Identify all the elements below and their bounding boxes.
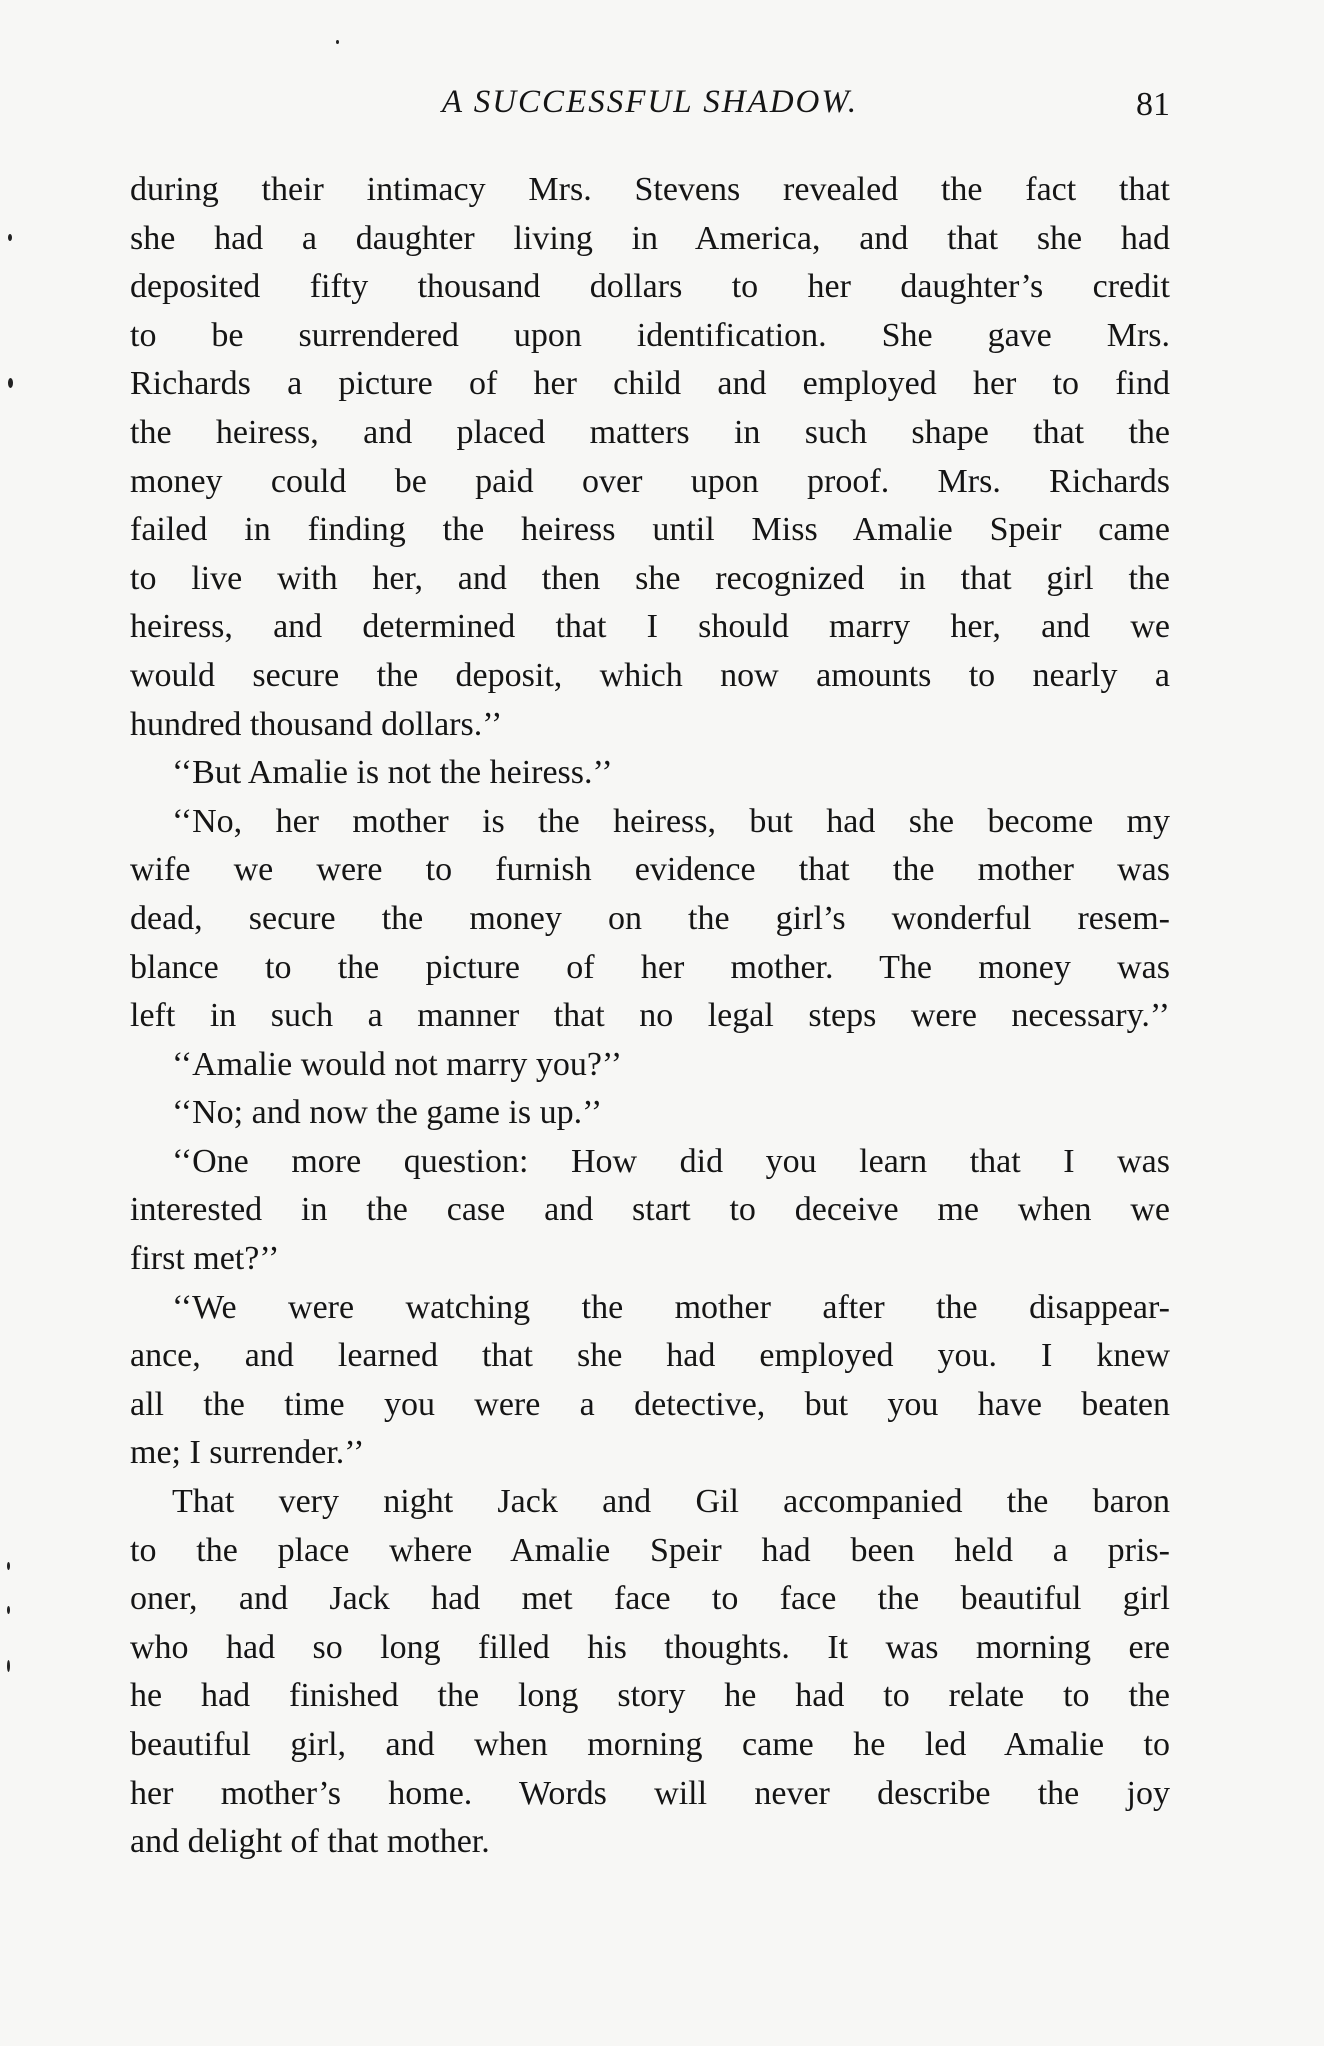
text-line: beautiful girl, and when morning came he led Amalie to: [130, 1726, 1170, 1763]
page-number: 81: [1136, 86, 1170, 123]
text-line: deposited fifty thousand dollars to her daughter’s credit: [130, 268, 1170, 306]
text-line: first met?’’: [130, 1240, 280, 1278]
text-line: ‘‘No; and now the game is up.’’: [172, 1094, 603, 1132]
scan-speck: [7, 1606, 10, 1614]
text-line: ance, and learned that she had employed you. I knew: [130, 1337, 1170, 1375]
text-line: her mother’s home. Words will never describe the joy: [130, 1774, 1170, 1812]
text-line: ‘‘But Amalie is not the heiress.’’: [172, 754, 613, 792]
scan-speck: [7, 1562, 10, 1570]
text-line: he had finished the long story he had to relate to the: [130, 1677, 1170, 1715]
text-line: she had a daughter living in America, and that she had: [130, 219, 1170, 257]
text-line: to live with her, and then she recognized in that girl the: [130, 559, 1170, 597]
text-line: ‘‘One more question: How did you learn that I was: [172, 1142, 1170, 1180]
running-head: [130, 84, 1170, 134]
text-line: heiress, and determined that I should marry her, and we: [130, 608, 1170, 646]
text-line: all the time you were a detective, but you have beaten: [130, 1385, 1170, 1423]
text-line: to the place where Amalie Speir had been held a pris-: [130, 1531, 1170, 1569]
scan-speck: [336, 40, 339, 44]
text-line: dead, secure the money on the girl’s wonderful resem-: [130, 899, 1170, 937]
text-line: ‘‘We were watching the mother after the disappear-: [172, 1288, 1170, 1326]
text-line: money could be paid over upon proof. Mrs. Richards: [130, 462, 1170, 500]
body-text: [130, 166, 1170, 1867]
text-line: That very night Jack and Gil accompanied the baron: [172, 1483, 1170, 1521]
text-line: failed in finding the heiress until Miss Amalie Speir came: [130, 511, 1170, 549]
scan-speck: [8, 234, 12, 241]
text-line: the heiress, and placed matters in such shape that the: [130, 413, 1170, 451]
text-line: would secure the deposit, which now amounts to nearly a: [130, 656, 1170, 694]
text-line: interested in the case and start to deceive me when we: [130, 1191, 1170, 1229]
scan-speck: [8, 378, 13, 388]
text-line: ‘‘No, her mother is the heiress, but had she become my: [172, 802, 1170, 840]
text-line: wife we were to furnish evidence that the mother was: [130, 851, 1170, 889]
text-line: me; I surrender.’’: [130, 1434, 365, 1472]
text-line: and delight of that mother.: [130, 1823, 490, 1861]
text-line: who had so long filled his thoughts. It was morning ere: [130, 1628, 1170, 1666]
text-line: Richards a picture of her child and employed her to find: [130, 365, 1170, 403]
text-line: blance to the picture of her mother. The money was: [130, 948, 1170, 986]
text-line: to be surrendered upon identification. She gave Mrs.: [130, 316, 1170, 354]
text-line: ‘‘Amalie would not marry you?’’: [172, 1045, 623, 1083]
running-title: A SUCCESSFUL SHADOW.: [441, 84, 859, 120]
text-line: oner, and Jack had met face to face the beautiful girl: [130, 1580, 1170, 1618]
text-line: during their intimacy Mrs. Stevens revealed the fact that: [130, 171, 1170, 208]
text-line: left in such a manner that no legal steps were necessary.’’: [130, 997, 1170, 1035]
scan-speck: [7, 1660, 10, 1672]
text-line: hundred thousand dollars.’’: [130, 705, 503, 743]
